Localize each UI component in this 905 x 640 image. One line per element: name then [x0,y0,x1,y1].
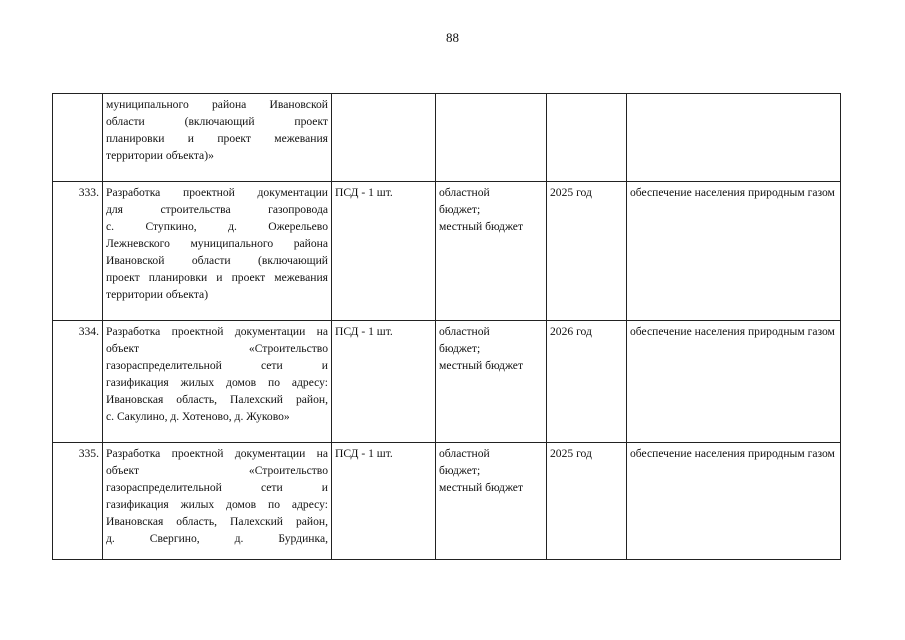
funding-line: бюджет; [439,464,481,477]
description-line: Ивановская область, Палехский район, [106,515,328,528]
table-row [53,94,841,182]
row-description [103,182,332,321]
row-number [53,94,103,182]
description-line: для строительства газопровода [106,203,328,216]
description-line: газораспределительной сети и [106,359,328,372]
description-line: с. Сакулино, д. Хотеново, д. Жуково» [106,410,290,423]
description-line: объект «Строительство [106,464,328,477]
description-line: территории объекта)» [106,149,214,162]
measures-table [52,93,841,560]
page-number: 88 [446,30,459,45]
table-row [53,182,841,321]
funding-line: местный бюджет [439,220,524,233]
description-line: территории объекта) [106,288,209,301]
row-description [103,443,332,560]
funding-line: бюджет; [439,203,481,216]
description-line: газификация жилых домов по адресу: [106,376,328,389]
description-line: Лежневского муниципального района [106,237,328,250]
row-funding [436,443,547,560]
row-document: ПСД - 1 шт. [332,321,436,443]
description-line: с. Ступкино, д. Ожерельево [106,220,328,233]
description-line: д. Свергино, д. Бурдинка, [106,532,328,545]
description-line: планировки и проект межевания [106,132,328,145]
row-number: 335. [53,443,103,560]
description-line: газораспределительной сети и [106,481,328,494]
row-funding [436,94,547,182]
funding-line: областной [439,447,490,460]
funding-line: местный бюджет [439,481,524,494]
row-purpose: обеспечение населения природным газом [627,321,841,443]
description-line: муниципального района Ивановской [106,98,328,111]
row-year: 2025 год [547,182,627,321]
row-document [332,94,436,182]
description-line: области (включающий проект [106,115,328,128]
description-line: Разработка проектной документации на [106,325,328,338]
row-funding [436,182,547,321]
description-line: Ивановской области (включающий [106,254,328,267]
table-row [53,321,841,443]
funding-line: областной [439,186,490,199]
row-funding [436,321,547,443]
funding-line: областной [439,325,490,338]
row-description [103,321,332,443]
funding-line: местный бюджет [439,359,524,372]
row-year [547,94,627,182]
row-description [103,94,332,182]
description-line: проект планировки и проект межевания [106,271,328,284]
row-number: 334. [53,321,103,443]
description-line: Разработка проектной документации [106,186,328,199]
row-purpose: обеспечение населения природным газом [627,182,841,321]
row-purpose: обеспечение населения природным газом [627,443,841,560]
row-document: ПСД - 1 шт. [332,182,436,321]
description-line: Ивановская область, Палехский район, [106,393,328,406]
funding-line: бюджет; [439,342,481,355]
row-year: 2025 год [547,443,627,560]
row-document: ПСД - 1 шт. [332,443,436,560]
description-line: объект «Строительство [106,342,328,355]
row-purpose [627,94,841,182]
table-row [53,443,841,560]
description-line: газификация жилых домов по адресу: [106,498,328,511]
description-line: Разработка проектной документации на [106,447,328,460]
row-year: 2026 год [547,321,627,443]
row-number: 333. [53,182,103,321]
